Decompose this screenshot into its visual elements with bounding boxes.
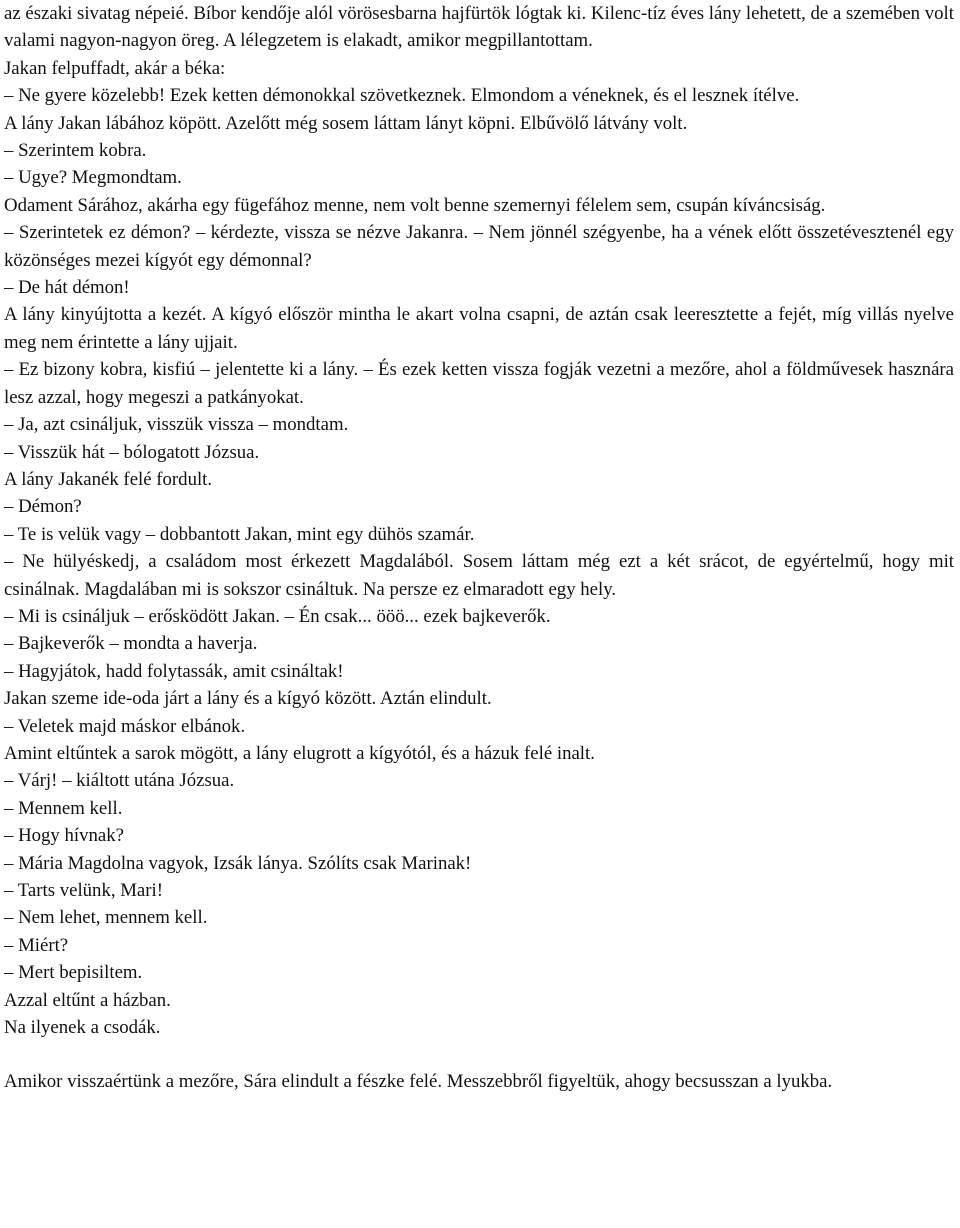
paragraph: Amikor visszaértünk a mezőre, Sára elindult a fészke felé. Messzebbről figyeltük, ahogy becsusszan a lyukba.	[4, 1071, 833, 1093]
paragraph: az északi sivatag népeié. Bíbor kendője alól vörösesbarna hajfürtök lógtak ki. Kilenc-tíz éves lány lehetett, de a szemében volt valami nagyon-nagyon öreg. A lélegzetem is elakadt, amikor megpillantottam.	[4, 3, 954, 52]
paragraph: Jakan szeme ide-oda járt a lány és a kígyó között. Aztán elindult.	[4, 688, 492, 710]
paragraph: – Démon?	[4, 496, 82, 518]
paragraph: Azzal eltűnt a házban.	[4, 989, 171, 1011]
paragraph: – Hagyjátok, hadd folytassák, amit csináltak!	[4, 660, 344, 682]
paragraph: – Bajkeverők – mondta a haverja.	[4, 633, 258, 655]
paragraph: Na ilyenek a csodák.	[4, 1017, 161, 1039]
paragraph: – Szerintem kobra.	[4, 140, 147, 162]
paragraph: Jakan felpuffadt, akár a béka:	[4, 57, 226, 79]
paragraph: – Várj! – kiáltott utána Józsua.	[4, 770, 235, 792]
paragraph: Amint eltűntek a sarok mögött, a lány elugrott a kígyótól, és a házuk felé inalt.	[4, 742, 595, 764]
paragraph: – Mi is csináljuk – erősködött Jakan. – Én csak... ööö... ezek bajkeverők.	[4, 605, 551, 627]
paragraph: – Ne hülyéskedj, a családom most érkezett Magdalából. Sosem láttam még ezt a két srácot, de egyértelmű, hogy mit csinálnak. Magdalában mi is sokszor csináltuk. Na persze ez elmaradott egy hely.	[4, 551, 954, 600]
paragraph: Odament Sárához, akárha egy fügefához menne, nem volt benne szemernyi félelem sem, csupán kíváncsiság.	[4, 194, 826, 216]
paragraph: – Miért?	[4, 934, 69, 956]
paragraph: – Veletek majd máskor elbánok.	[4, 715, 246, 737]
paragraph: – Ugye? Megmondtam.	[4, 167, 182, 189]
paragraph: – Te is velük vagy – dobbantott Jakan, mint egy dühös szamár.	[4, 523, 475, 545]
paragraph: – Ja, azt csináljuk, visszük vissza – mondtam.	[4, 414, 349, 436]
paragraph: – Mária Magdolna vagyok, Izsák lánya. Szólíts csak Marinak!	[4, 852, 472, 874]
paragraph: – Hogy hívnak?	[4, 825, 124, 847]
paragraph: – Tarts velünk, Mari!	[4, 880, 163, 901]
paragraph: – Mert bepisiltem.	[4, 962, 143, 984]
paragraph: – Visszük hát – bólogatott Józsua.	[4, 441, 260, 463]
paragraph: A lány kinyújtotta a kezét. A kígyó először mintha le akart volna csapni, de aztán csak leeresztette a fejét, míg villás nyelve meg nem érintette a lány ujjait.	[4, 304, 954, 353]
paragraph: A lány Jakan lábához köpött. Azelőtt még sosem láttam lányt köpni. Elbűvölő látvány volt.	[4, 112, 688, 134]
paragraph: – Mennem kell.	[4, 797, 123, 819]
paragraph: – Nem lehet, mennem kell.	[4, 907, 208, 929]
paragraph: A lány Jakanék felé fordult.	[4, 468, 213, 490]
paragraph: – Szerintetek ez démon? – kérdezte, vissza se nézve Jakanra. – Nem jönnél szégyenbe, ha a vének előtt összetévesztenél egy közönséges mezei kígyót egy démonnal?	[4, 222, 954, 271]
document-page	[4, 0, 954, 1096]
paragraph: – Ne gyere közelebb! Ezek ketten démonokkal szövetkeznek. Elmondom a véneknek, és el lesznek ítélve.	[4, 85, 800, 107]
paragraph: – Ez bizony kobra, kisfiú – jelentette ki a lány. – És ezek ketten vissza fogják vezetni a mezőre, ahol a földművesek hasznára lesz azzal, hogy megeszi a patkányokat.	[4, 359, 954, 408]
paragraph: – De hát démon!	[4, 277, 130, 299]
